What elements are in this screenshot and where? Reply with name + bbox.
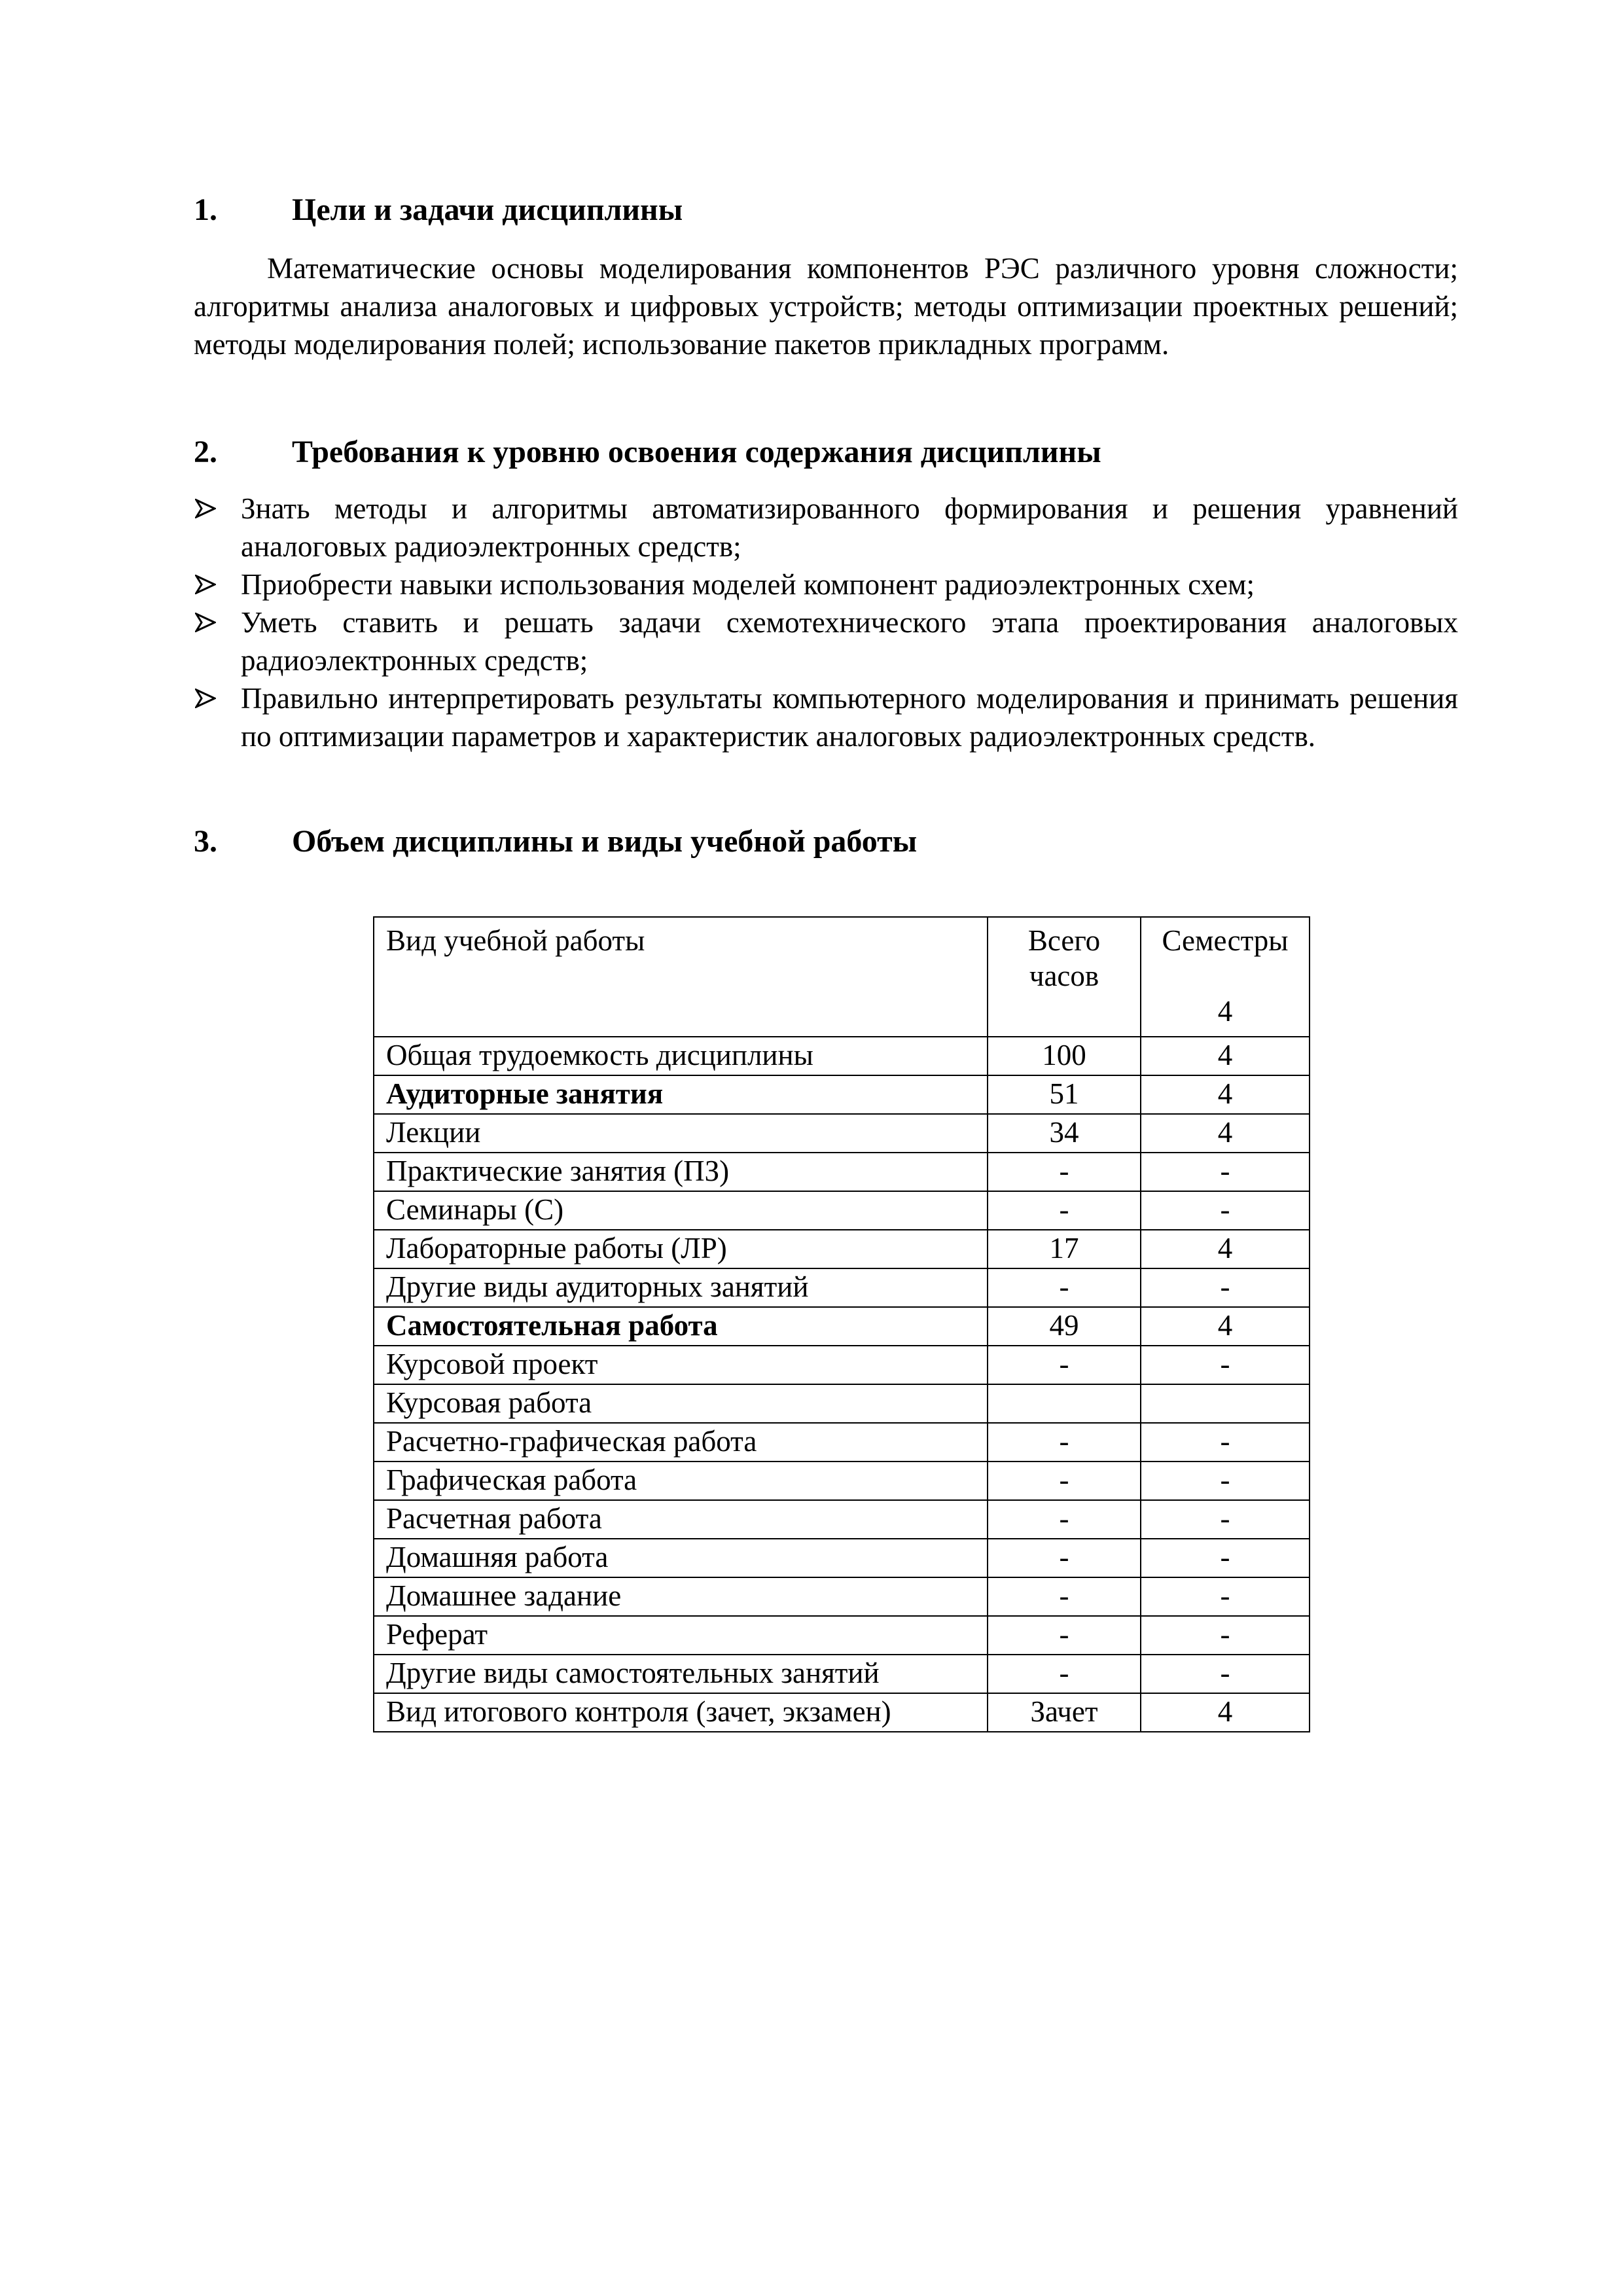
cell-semester: - — [1141, 1346, 1310, 1384]
cell-semester: 4 — [1141, 1037, 1310, 1075]
table-row — [374, 1114, 1310, 1153]
cell-work-type: Домашнее задание — [374, 1577, 988, 1616]
cell-total-hours: - — [988, 1423, 1141, 1462]
section-number: 2. — [194, 435, 217, 469]
header-semesters-label: Семестры — [1162, 924, 1289, 957]
cell-semester: - — [1141, 1655, 1310, 1693]
list-item — [194, 565, 1458, 603]
cell-work-type: Графическая работа — [374, 1462, 988, 1500]
cell-work-type: Вид итогового контроля (зачет, экзамен) — [374, 1693, 988, 1732]
cell-total-hours: - — [988, 1539, 1141, 1577]
section-title: Цели и задачи дисциплины — [292, 192, 683, 227]
study-hours-table — [373, 916, 1310, 1732]
table-row — [374, 1539, 1310, 1577]
cell-total-hours — [988, 1384, 1141, 1423]
cell-total-hours: - — [988, 1500, 1141, 1539]
table-row — [374, 1423, 1310, 1462]
header-semester-number: 4 — [1217, 995, 1233, 1028]
requirement-text: Знать методы и алгоритмы автоматизированного формирования и решения уравнений аналоговых радиоэлектронных средств; — [241, 492, 1458, 563]
cell-work-type: Расчетно-графическая работа — [374, 1423, 988, 1462]
table-row — [374, 1655, 1310, 1693]
cell-semester: - — [1141, 1153, 1310, 1191]
header-total-line2: часов — [1029, 960, 1099, 992]
requirements-list — [194, 490, 1458, 755]
cell-work-type: Другие виды аудиторных занятий — [374, 1268, 988, 1307]
list-item — [194, 603, 1458, 679]
cell-semester: - — [1141, 1191, 1310, 1230]
requirement-text: Приобрести навыки использования моделей компонент радиоэлектронных схем; — [241, 568, 1255, 601]
arrow-bullet-icon — [195, 499, 216, 518]
header-semesters — [1141, 917, 1310, 1037]
header-total-hours — [988, 917, 1141, 1037]
cell-total-hours: - — [988, 1655, 1141, 1693]
table-row — [374, 1268, 1310, 1307]
list-item — [194, 490, 1458, 565]
cell-semester: 4 — [1141, 1230, 1310, 1268]
cell-total-hours: - — [988, 1191, 1141, 1230]
cell-total-hours: 17 — [988, 1230, 1141, 1268]
arrow-bullet-icon — [195, 613, 216, 632]
cell-work-type: Курсовой проект — [374, 1346, 988, 1384]
cell-work-type: Курсовая работа — [374, 1384, 988, 1423]
cell-work-type: Аудиторные занятия — [374, 1075, 988, 1114]
table-row — [374, 1075, 1310, 1114]
cell-semester: - — [1141, 1462, 1310, 1500]
cell-semester: - — [1141, 1616, 1310, 1655]
cell-work-type: Другие виды самостоятельных занятий — [374, 1655, 988, 1693]
cell-total-hours: - — [988, 1153, 1141, 1191]
cell-work-type: Самостоятельная работа — [374, 1307, 988, 1346]
requirement-text: Правильно интерпретировать результаты компьютерного моделирования и принимать решения по оптимизации параметров и характеристик аналоговых радиоэлектронных средств. — [241, 682, 1458, 753]
table-header-row — [374, 917, 1310, 1037]
table-row — [374, 1346, 1310, 1384]
table-row — [374, 1384, 1310, 1423]
cell-semester: - — [1141, 1500, 1310, 1539]
cell-work-type: Общая трудоемкость дисциплины — [374, 1037, 988, 1075]
cell-semester: - — [1141, 1423, 1310, 1462]
table-body — [374, 1037, 1310, 1732]
table-row — [374, 1191, 1310, 1230]
requirement-text: Уметь ставить и решать задачи схемотехнического этапа проектирования аналоговых радиоэлектронных средств; — [241, 606, 1458, 677]
table-row — [374, 1462, 1310, 1500]
cell-total-hours: - — [988, 1462, 1141, 1500]
table-row — [374, 1616, 1310, 1655]
cell-work-type: Домашняя работа — [374, 1539, 988, 1577]
section-number: 1. — [194, 192, 217, 227]
cell-semester: 4 — [1141, 1114, 1310, 1153]
cell-semester: - — [1141, 1577, 1310, 1616]
table-row — [374, 1500, 1310, 1539]
cell-semester — [1141, 1384, 1310, 1423]
header-work-type: Вид учебной работы — [374, 917, 988, 1037]
cell-work-type: Практические занятия (ПЗ) — [374, 1153, 988, 1191]
arrow-bullet-icon — [195, 575, 216, 594]
cell-total-hours: Зачет — [988, 1693, 1141, 1732]
cell-semester: 4 — [1141, 1693, 1310, 1732]
cell-total-hours: - — [988, 1616, 1141, 1655]
cell-semester: 4 — [1141, 1075, 1310, 1114]
table-row — [374, 1037, 1310, 1075]
list-item — [194, 679, 1458, 755]
cell-semester: 4 — [1141, 1307, 1310, 1346]
cell-work-type: Реферат — [374, 1616, 988, 1655]
cell-total-hours: - — [988, 1346, 1141, 1384]
cell-total-hours: 51 — [988, 1075, 1141, 1114]
cell-total-hours: 100 — [988, 1037, 1141, 1075]
header-total-line1: Всего — [1027, 924, 1101, 957]
cell-work-type: Расчетная работа — [374, 1500, 988, 1539]
cell-total-hours: - — [988, 1577, 1141, 1616]
cell-semester: - — [1141, 1268, 1310, 1307]
table-row — [374, 1230, 1310, 1268]
section-title: Требования к уровню освоения содержания дисциплины — [292, 435, 1101, 469]
cell-total-hours: 34 — [988, 1114, 1141, 1153]
table-row — [374, 1577, 1310, 1616]
table-row — [374, 1153, 1310, 1191]
section-number: 3. — [194, 824, 217, 859]
section-title: Объем дисциплины и виды учебной работы — [292, 824, 918, 859]
cell-work-type: Лабораторные работы (ЛР) — [374, 1230, 988, 1268]
table-row — [374, 1693, 1310, 1732]
goals-paragraph: Математические основы моделирования компонентов РЭС различного уровня сложности; алгоритмы анализа аналоговых и цифровых устройств; методы оптимизации проектных решений; методы моделирования полей; использование пакетов прикладных программ. — [194, 252, 1458, 361]
cell-work-type: Лекции — [374, 1114, 988, 1153]
cell-total-hours: 49 — [988, 1307, 1141, 1346]
cell-total-hours: - — [988, 1268, 1141, 1307]
table-row — [374, 1307, 1310, 1346]
arrow-bullet-icon — [195, 689, 216, 708]
cell-work-type: Семинары (С) — [374, 1191, 988, 1230]
cell-semester: - — [1141, 1539, 1310, 1577]
